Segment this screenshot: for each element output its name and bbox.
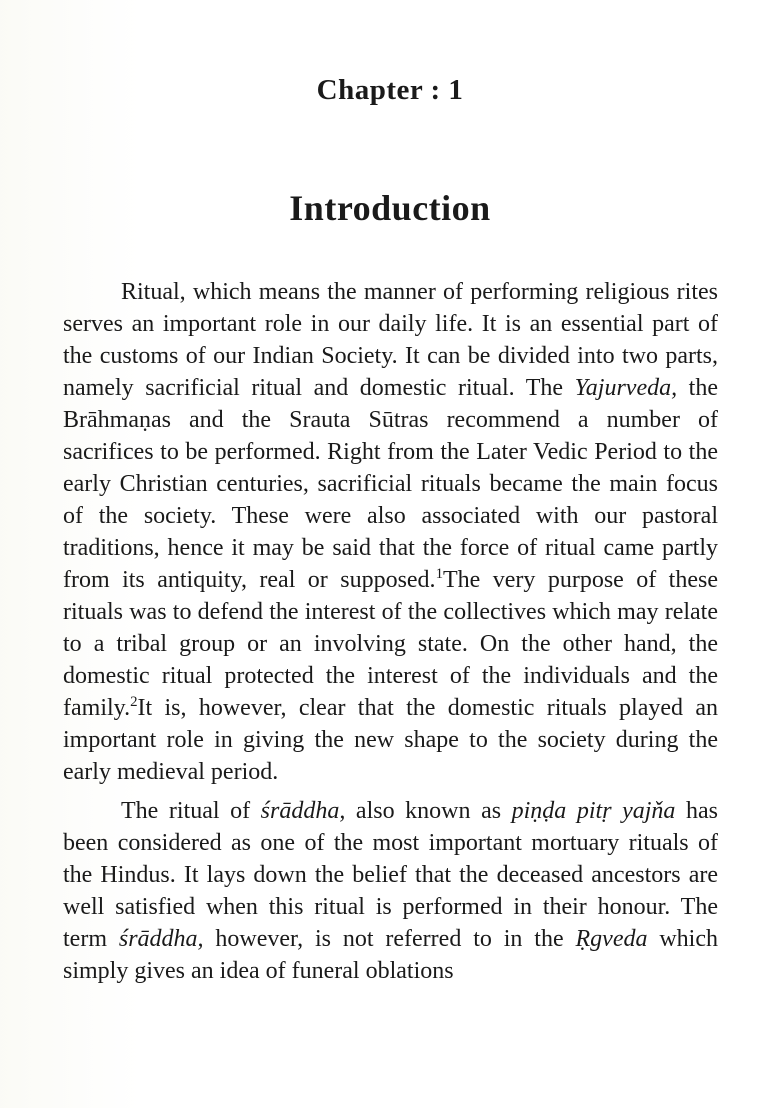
text-segment: has been considered as one of the most important mortuary rituals of the Hindus. It lays down the belief that the deceased ancestors are well satisfied when this ritual is performed in their honour. The term [63,798,718,952]
body-text [63,276,718,987]
chapter-heading: Chapter : 1 [316,74,464,106]
text-segment: The very purpose of these rituals was to defend the interest of the collectives which may relate to a tribal group or an involving state. On the other hand, the domestic ritual protected the interest of the individuals and the family. [63,567,718,721]
text-segment: śrāddha, [118,926,204,952]
text-segment: Ritual, which means the manner of performing religious rites serves an important role in our daily life. It is an essential part of the customs of our Indian Society. It can be divided into two parts, namely sacrificial ritual and domestic ritual. The [63,279,718,401]
text-segment: Yajurveda, [574,375,678,401]
text-segment: The ritual of [121,798,261,824]
text-segment: the Brāhmaṇas and the Srauta Sūtras recommend a number of sacrifices to be performed. Right from the Later Vedic Period to the early Christian centuries, sacrificial rituals became the main focus of the society. These were also associated with our pastoral traditions, hence it may be said that the force of ritual came partly from its antiquity, real or supposed. [63,375,718,593]
body-paragraph [63,276,718,788]
page-title: Introduction [289,188,491,228]
text-segment: śrāddha, [260,798,346,824]
text-segment: which simply gives an idea of funeral oblations [63,926,718,984]
text-segment: however, is not referred to in the [203,926,576,952]
text-segment: Ṛgveda [575,926,648,952]
footnote-marker: 2 [130,694,138,710]
text-segment: also known as [345,798,512,824]
body-paragraph [63,795,718,987]
footnote-marker: 1 [435,566,443,582]
text-segment: It is, however, clear that the domestic rituals played an important role in giving the new shape to the society during the early medieval period. [63,695,718,785]
text-segment: piṇḍa pitṛ yajňa [511,798,676,824]
